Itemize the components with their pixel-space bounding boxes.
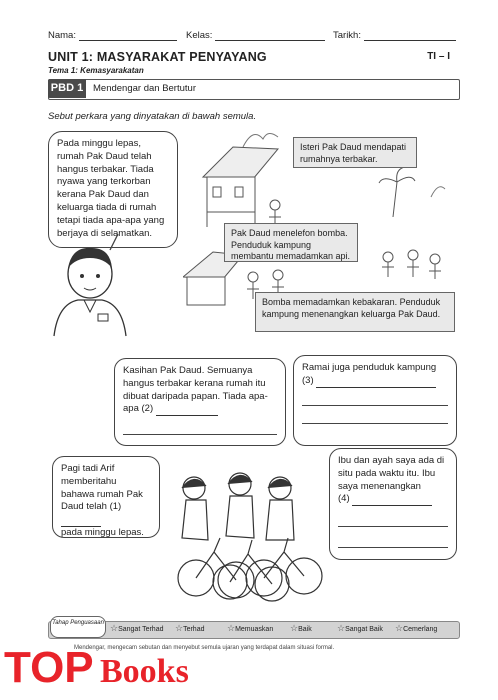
answer-4-line-3[interactable]: [338, 533, 448, 548]
footnote: Mendengar, mengecam sebutan dan menyebut semula ujaran yang terdapat dalam situasi formal.: [74, 645, 335, 651]
star-icon: ☆: [110, 623, 119, 633]
answer-bubble-4: [329, 448, 457, 560]
caption-2: [224, 223, 358, 262]
question-1-number: (1): [109, 501, 122, 513]
level-1-label: Sangat Terhad: [118, 626, 164, 633]
question-2-number: (2): [141, 403, 154, 415]
nama-line: [79, 40, 177, 41]
bubble-1-text-a: Pagi tadi Arif memberitahu bahawa rumah Pak Daud telah: [61, 463, 143, 513]
topbooks-logo: [2, 640, 192, 688]
star-icon: ☆: [290, 623, 299, 633]
caption-1-text: Isteri Pak Daud mendapati rumahnya terbakar.: [300, 142, 407, 164]
answer-3-line-3[interactable]: [302, 409, 448, 424]
children-on-bicycles-illustration: [168, 468, 326, 602]
star-icon: ☆: [175, 623, 184, 633]
level-3-label: Memuaskan: [235, 626, 274, 633]
pbd-tag: PBD 1: [48, 79, 86, 98]
level-6-label: Cemerlang: [403, 626, 438, 633]
boy-speech-bubble: [48, 131, 178, 248]
answer-bubble-2: [114, 358, 286, 446]
boy-illustration: [48, 232, 138, 337]
caption-1: [293, 137, 417, 168]
nama-label: Nama:: [48, 30, 76, 41]
caption-3-text: Bomba memadamkan kebakaran. Penduduk kampung menenangkan keluarga Pak Daud.: [262, 297, 441, 319]
level-3[interactable]: [227, 623, 273, 634]
star-icon: ☆: [395, 623, 404, 633]
star-icon: ☆: [227, 623, 236, 633]
unit-title: UNIT 1: MASYARAKAT PENYAYANG: [48, 50, 267, 64]
kelas-field[interactable]: [186, 30, 325, 41]
caption-3: [255, 292, 455, 332]
answer-2-line-extra[interactable]: [123, 420, 277, 435]
star-icon: ☆: [337, 623, 346, 633]
svg-text:Books: Books: [100, 653, 189, 688]
tarikh-field[interactable]: [333, 30, 456, 41]
tarikh-label: Tarikh:: [333, 30, 361, 41]
caption-2-text: Pak Daud menelefon bomba. Penduduk kampung membantu memadamkan api.: [231, 228, 351, 262]
level-2-label: Terhad: [183, 626, 205, 633]
question-4-number: (4): [338, 493, 350, 505]
level-1[interactable]: [110, 623, 164, 634]
bubble-2-text: Kasihan Pak Daud. Semuanya hangus terbakar kerana rumah itu dibuat daripada papan. Tiada apa-apa: [123, 365, 268, 415]
page-code: TI – I: [427, 51, 450, 62]
answer-bubble-3: [293, 355, 457, 446]
answer-3-line[interactable]: [316, 387, 436, 388]
answer-4-line[interactable]: [352, 505, 432, 506]
question-3-number: (3): [302, 374, 314, 386]
kelas-label: Kelas:: [186, 30, 213, 41]
tema-label: Tema 1: Kemasyarakatan: [48, 66, 144, 75]
level-5-label: Sangat Baik: [345, 626, 383, 633]
level-5[interactable]: [337, 623, 383, 634]
tarikh-line: [364, 40, 456, 41]
instruction: Sebut perkara yang dinyatakan di bawah semula.: [48, 111, 257, 122]
level-6[interactable]: [395, 623, 437, 634]
answer-3-line-2[interactable]: [302, 391, 448, 406]
pbd-title: Mendengar dan Bertutur: [93, 83, 196, 94]
nama-field[interactable]: [48, 30, 177, 41]
bubble-3-text: Ramai juga penduduk kampung: [302, 362, 437, 373]
boy-bubble-text: Pada minggu lepas, rumah Pak Daud telah hangus terbakar. Tiada nyawa yang terkorban kerana Pak Daud dan keluarga tiada di rumah tetapi tiada apa-apa yang berjaya di selamatkan.: [57, 138, 165, 239]
level-2[interactable]: [175, 623, 204, 634]
answer-4-line-2[interactable]: [338, 512, 448, 527]
svg-text:TOP: TOP: [4, 643, 94, 688]
answer-bubble-1: [52, 456, 160, 538]
kelas-line: [215, 40, 325, 41]
answer-2-line[interactable]: [156, 415, 218, 416]
level-4[interactable]: [290, 623, 312, 634]
tahap-penguasaan-label: Tahap Penguasaan: [50, 616, 106, 638]
level-4-label: Baik: [298, 626, 312, 633]
bubble-1-text-b: pada minggu lepas.: [61, 527, 144, 539]
bubble-4-text: Ibu dan ayah saya ada di situ pada waktu itu. Ibu saya menenangkan: [338, 455, 445, 492]
